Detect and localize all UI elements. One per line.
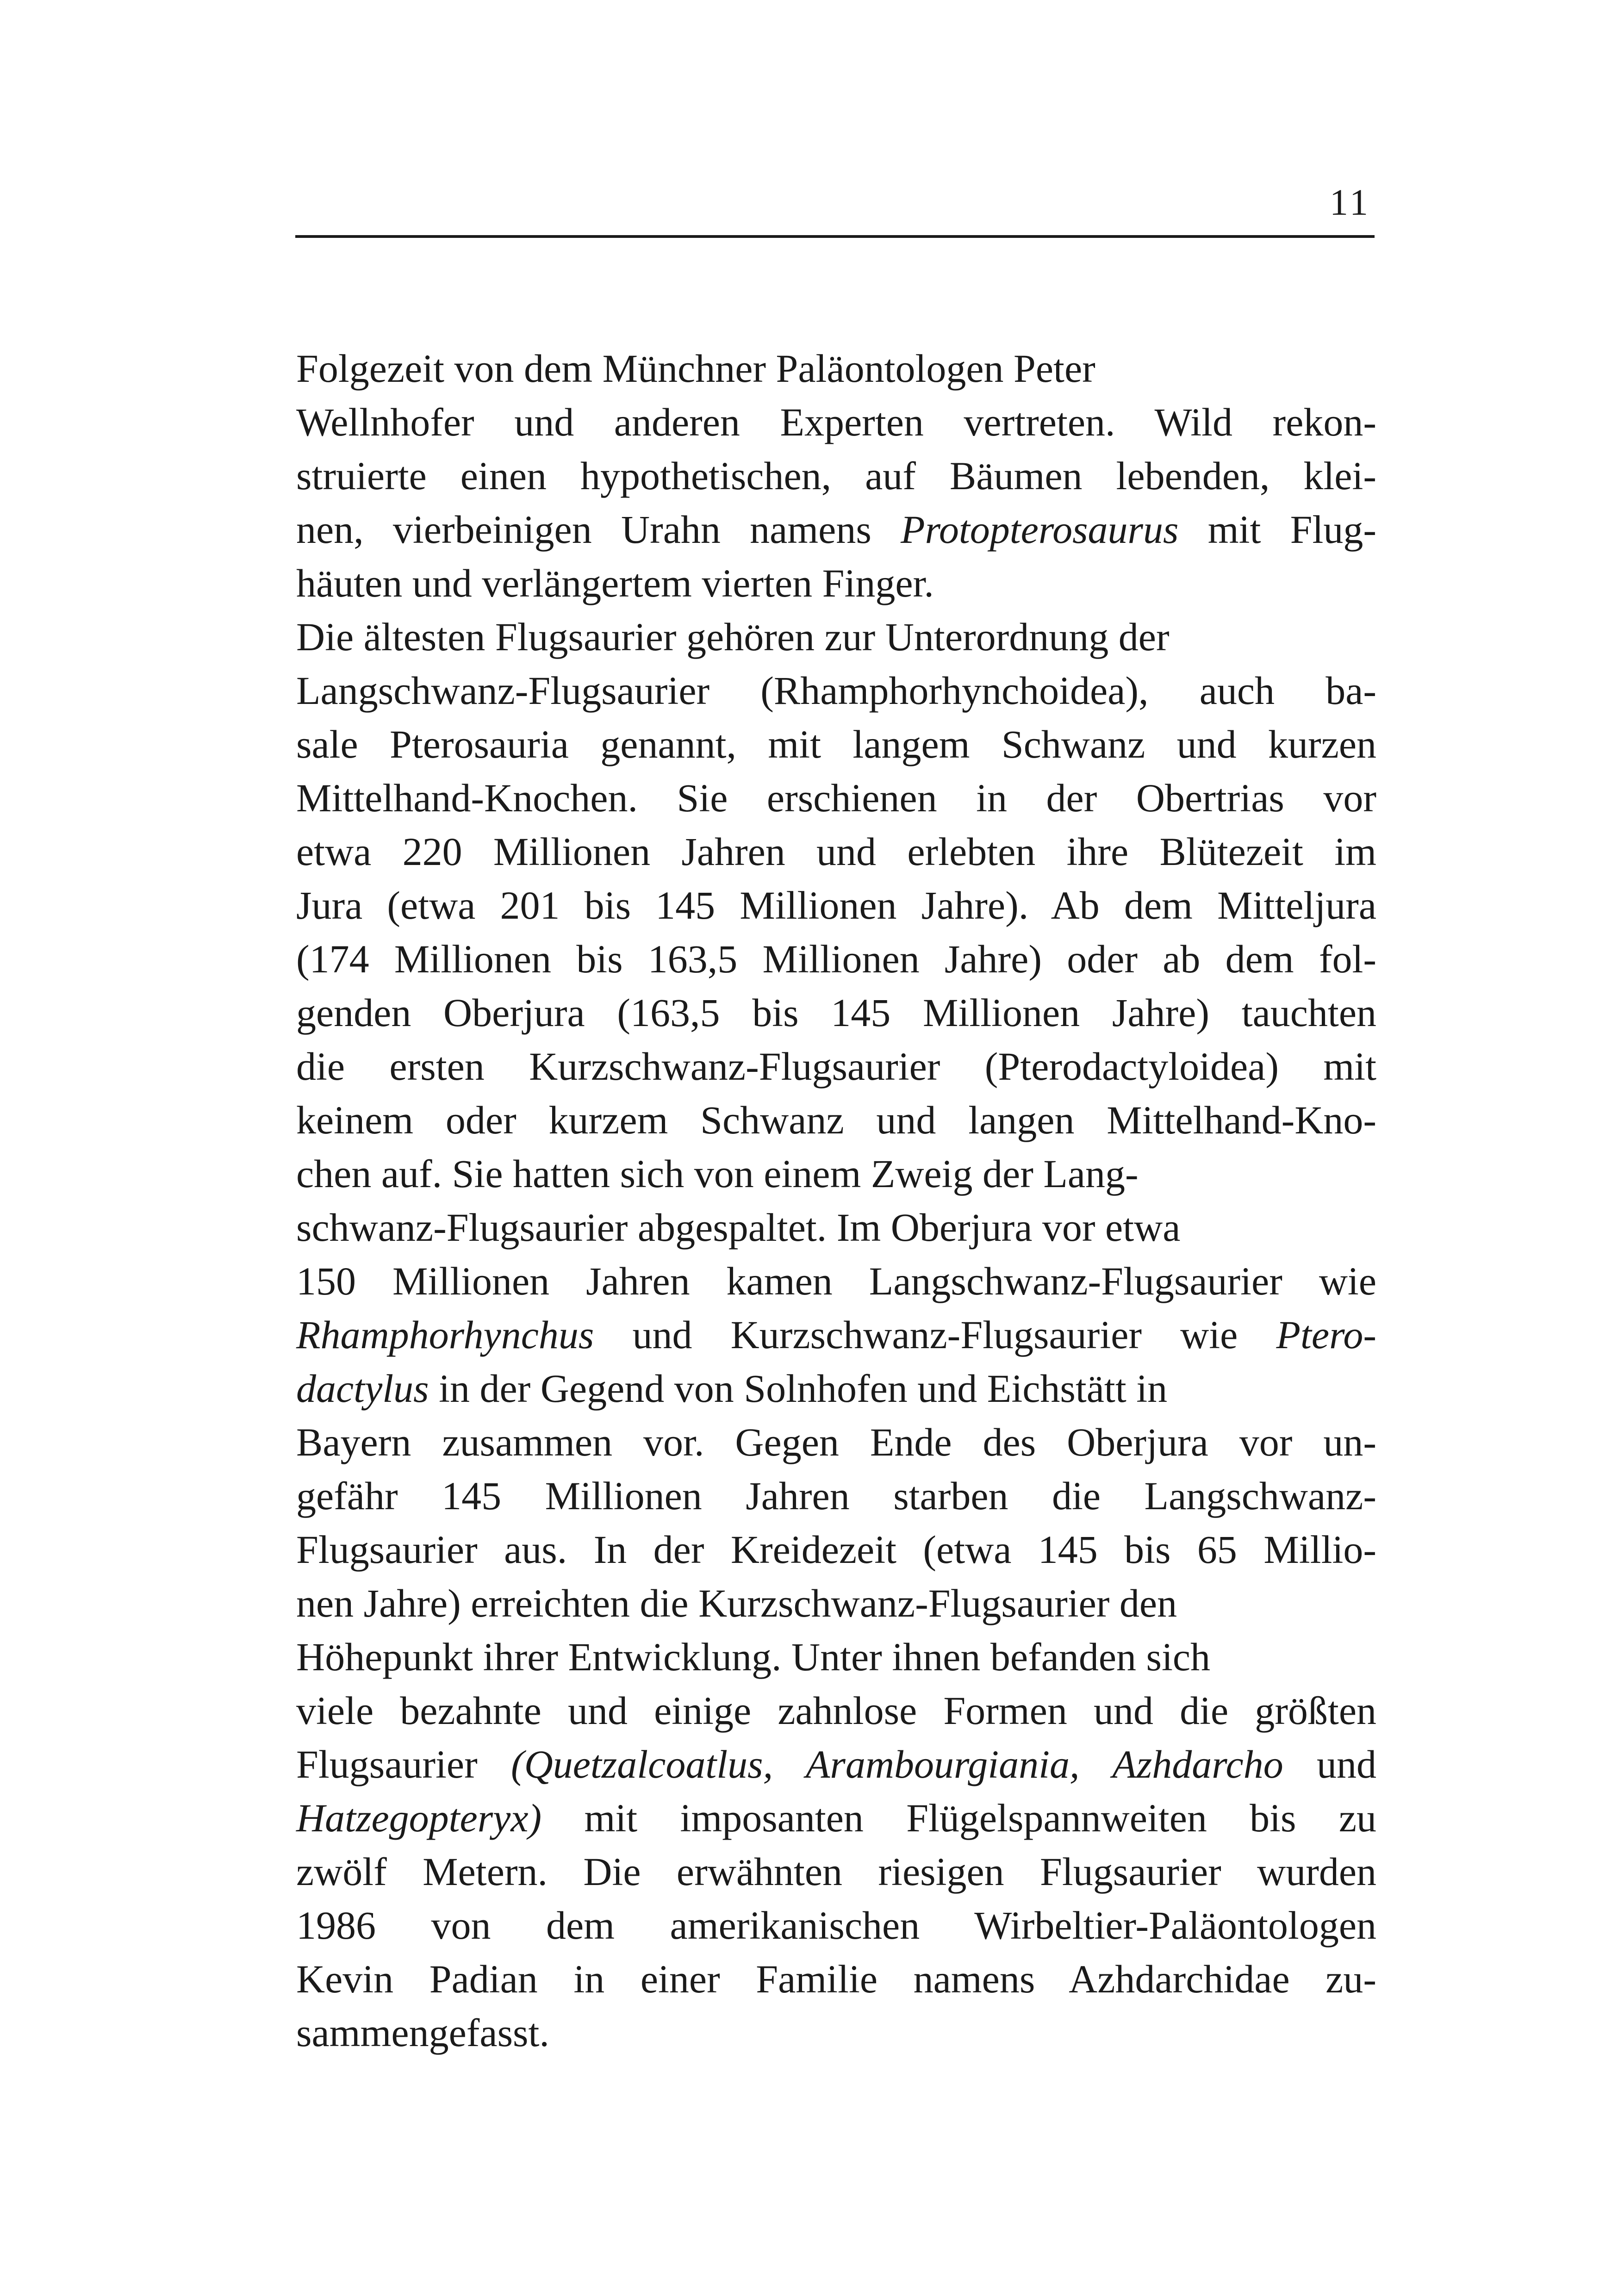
text-run: mit Flug- <box>1178 507 1377 552</box>
text-line: keinem oder kurzem Schwanz und langen Mittelhand-Kno- <box>296 1098 1376 1142</box>
text-run: und <box>1283 1742 1376 1786</box>
text-line: etwa 220 Millionen Jahren und erlebten ihre Blütezeit im <box>296 829 1376 874</box>
text-line: Bayern zusammen vor. Gegen Ende des Oberjura vor un- <box>296 1420 1376 1464</box>
text-line: Langschwanz-Flugsaurier (Rhamphorhynchoidea), auch ba- <box>296 668 1376 713</box>
text-line: Folgezeit von dem Münchner Paläontologen Peter <box>296 346 1095 391</box>
text-line: genden Oberjura (163,5 bis 145 Millionen Jahre) tauchten <box>296 990 1376 1035</box>
italic-taxon: Hatzegopteryx) <box>296 1796 542 1840</box>
text-line <box>296 503 1376 556</box>
text-line: Höhepunkt ihrer Entwicklung. Unter ihnen befanden sich <box>296 1635 1211 1679</box>
text-line: Kevin Padian in einer Familie namens Azhdarchidae zu- <box>296 1957 1376 2001</box>
page-number: 11 <box>1329 182 1371 223</box>
text-line: gefähr 145 Millionen Jahren starben die Langschwanz- <box>296 1474 1376 1518</box>
text-line: Die ältesten Flugsaurier gehören zur Unterordnung der <box>296 615 1170 659</box>
text-line: (174 Millionen bis 163,5 Millionen Jahre) oder ab dem fol- <box>296 937 1376 981</box>
italic-taxon: Ptero- <box>1276 1313 1376 1357</box>
text-line <box>296 1308 1376 1362</box>
text-line: zwölf Metern. Die erwähnten riesigen Flugsaurier wurden <box>296 1849 1376 1894</box>
text-line <box>296 1791 1376 1845</box>
text-run: und Kurzschwanz-Flugsaurier wie <box>594 1313 1276 1357</box>
text-line: Mittelhand-Knochen. Sie erschienen in der Obertrias vor <box>296 776 1376 820</box>
text-line: Wellnhofer und anderen Experten vertreten. Wild rekon- <box>296 400 1376 444</box>
text-line <box>296 1362 1376 1415</box>
text-line: nen Jahre) erreichten die Kurzschwanz-Flugsaurier den <box>296 1581 1177 1625</box>
italic-taxon: dactylus <box>296 1366 429 1411</box>
text-run: in der Gegend von Solnhofen und Eichstätt in <box>429 1366 1168 1411</box>
text-line: die ersten Kurzschwanz-Flugsaurier (Pterodactyloidea) mit <box>296 1044 1376 1089</box>
text-line: schwanz-Flugsaurier abgespaltet. Im Oberjura vor etwa <box>296 1205 1181 1250</box>
italic-taxon: Protopterosaurus <box>901 507 1179 552</box>
text-line: struierte einen hypothetischen, auf Bäumen lebenden, klei- <box>296 454 1376 498</box>
text-line: häuten und verlängertem vierten Finger. <box>296 561 934 605</box>
body-text <box>296 342 1376 2060</box>
text-run: nen, vierbeinigen Urahn namens <box>296 507 901 552</box>
header-rule <box>295 235 1375 238</box>
text-line: sale Pterosauria genannt, mit langem Schwanz und kurzen <box>296 722 1376 766</box>
text-line: 150 Millionen Jahren kamen Langschwanz-Flugsaurier wie <box>296 1259 1376 1303</box>
text-line: Jura (etwa 201 bis 145 Millionen Jahre). Ab dem Mitteljura <box>296 883 1376 927</box>
italic-taxon: (Quetzalcoatlus, Arambourgiania, Azhdarcho <box>511 1742 1283 1786</box>
text-line: Flugsaurier aus. In der Kreidezeit (etwa 145 bis 65 Millio- <box>296 1527 1376 1572</box>
text-line: sammengefasst. <box>296 2010 549 2055</box>
text-line: viele bezahnte und einige zahnlose Formen und die größten <box>296 1688 1376 1733</box>
text-run: Flugsaurier <box>296 1742 511 1786</box>
text-run: mit imposanten Flügelspannweiten bis zu <box>541 1796 1376 1840</box>
italic-taxon: Rhamphorhynchus <box>296 1313 594 1357</box>
text-line: 1986 von dem amerikanischen Wirbeltier-Paläontologen <box>296 1903 1376 1948</box>
text-line <box>296 1737 1376 1791</box>
text-line: chen auf. Sie hatten sich von einem Zweig der Lang- <box>296 1151 1139 1196</box>
